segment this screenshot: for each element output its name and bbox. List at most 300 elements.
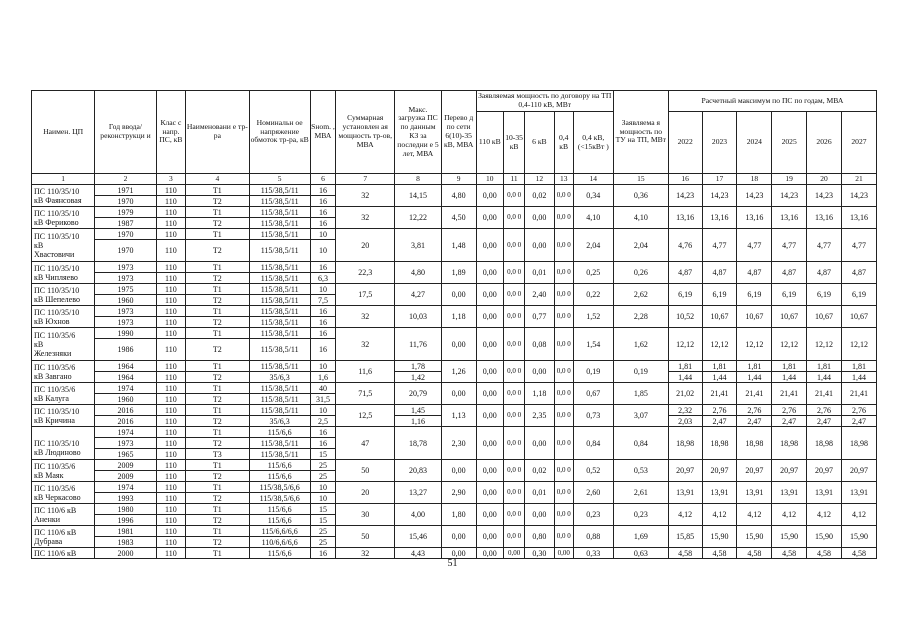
forecast-value: 2,47 xyxy=(807,416,842,427)
contract-04kv-small: 1,54 xyxy=(573,328,613,361)
substation-name-line: кВ xyxy=(34,240,44,250)
transformer-name: T1 xyxy=(186,526,249,537)
rated-power: 31,5 xyxy=(310,394,335,405)
substation-name-line: кВ Кричина xyxy=(34,415,75,425)
transformer-name: T1 xyxy=(186,548,249,559)
forecast-value: 1,44 xyxy=(668,372,702,383)
voltage-class: 110 xyxy=(156,427,186,438)
max-load: 20,79 xyxy=(395,383,441,405)
rated-power: 10 xyxy=(310,482,335,493)
sum-power: 22,3 xyxy=(336,262,395,284)
voltage-class: 110 xyxy=(156,295,186,306)
forecast-value: 15,90 xyxy=(702,526,737,548)
commission-year: 1973 xyxy=(95,262,156,273)
commission-year: 2009 xyxy=(95,471,156,482)
voltage-class: 110 xyxy=(156,405,186,416)
contract-110kv: 0,00 xyxy=(476,284,503,306)
winding-voltage: 115/38,5/11 xyxy=(249,317,310,328)
contract-6kv: 0,01 xyxy=(525,262,555,284)
sum-power: 32 xyxy=(336,306,395,328)
winding-voltage: 115/38,5/11 xyxy=(249,383,310,394)
forecast-value: 4,77 xyxy=(737,229,772,262)
forecast-value: 1,44 xyxy=(772,372,807,383)
contract-04kv-small: 0,34 xyxy=(573,185,613,207)
transformer-name: T2 xyxy=(186,416,249,427)
forecast-value: 2,47 xyxy=(772,416,807,427)
contract-04kv-small: 0,23 xyxy=(573,504,613,526)
transformer-name: T2 xyxy=(186,295,249,306)
winding-voltage: 115/38,5/11 xyxy=(249,405,310,416)
forecast-value: 13,16 xyxy=(807,207,842,229)
transformer-name: T2 xyxy=(186,317,249,328)
transfer: 0,00 xyxy=(441,328,476,361)
declared-tu-power: 0,36 xyxy=(613,185,668,207)
voltage-class: 110 xyxy=(156,438,186,449)
col-number: 10 xyxy=(476,174,503,185)
voltage-class: 110 xyxy=(156,383,186,394)
sum-power: 20 xyxy=(336,482,395,504)
forecast-value: 21,41 xyxy=(737,383,772,405)
winding-voltage: 115/38,5/11 xyxy=(249,185,310,196)
winding-voltage: 115/6,6 xyxy=(249,504,310,515)
voltage-class: 110 xyxy=(156,218,186,229)
forecast-value: 12,12 xyxy=(772,328,807,361)
sum-power: 50 xyxy=(336,526,395,548)
header-max-load: Макс. загрузка ПС по данным КЗ за последни е 5 лет, МВА xyxy=(395,91,441,174)
header-10-35kv: 10-35 кВ xyxy=(504,112,525,174)
substation-name-line xyxy=(34,430,94,439)
winding-voltage: 35/6,3 xyxy=(249,372,310,383)
transfer: 1,13 xyxy=(441,405,476,427)
forecast-value: 1,44 xyxy=(807,372,842,383)
substation-name-line: ПС 110/6 кВ xyxy=(34,548,77,558)
winding-voltage: 115/6,6/6,6 xyxy=(249,526,310,537)
commission-year: 2000 xyxy=(95,548,156,559)
forecast-value: 2,76 xyxy=(841,405,876,416)
transformer-name: T2 xyxy=(186,438,249,449)
transformer-name: T1 xyxy=(186,383,249,394)
forecast-value: 15,85 xyxy=(668,526,702,548)
table-row xyxy=(32,185,877,196)
forecast-value: 15,90 xyxy=(772,526,807,548)
forecast-value: 21,41 xyxy=(702,383,737,405)
forecast-value: 10,67 xyxy=(807,306,842,328)
contract-6kv: 0,00 xyxy=(525,427,555,460)
forecast-value: 18,98 xyxy=(737,427,772,460)
forecast-value: 2,76 xyxy=(737,405,772,416)
max-load: 10,03 xyxy=(395,306,441,328)
voltage-class: 110 xyxy=(156,273,186,284)
winding-voltage: 115/38,5/11 xyxy=(249,284,310,295)
substation-name-line: кВ Завгано xyxy=(34,371,72,381)
substation-name-line: Железняки xyxy=(34,348,72,358)
forecast-value: 6,19 xyxy=(737,284,772,306)
forecast-value: 4,87 xyxy=(841,262,876,284)
forecast-value: 10,67 xyxy=(772,306,807,328)
substation-name-line: ПС 110/35/6 xyxy=(34,362,76,372)
table-row xyxy=(32,460,877,471)
substation-name-line: ПС 110/35/10 xyxy=(34,231,80,241)
contract-04kv: 0,0 0 xyxy=(554,405,573,427)
sum-power: 71,5 xyxy=(336,383,395,405)
winding-voltage: 110/6,6/6,6 xyxy=(249,537,310,548)
rated-power: 16 xyxy=(310,427,335,438)
substation-name-line: Аненки xyxy=(34,514,61,524)
declared-tu-power: 3,07 xyxy=(613,405,668,427)
contract-04kv-small: 0,84 xyxy=(573,427,613,460)
transformer-name: T1 xyxy=(186,229,249,240)
header-forecast-group: Расчетный максимум по ПС по годам, МВА xyxy=(668,91,876,112)
forecast-value: 1,81 xyxy=(807,361,842,372)
substation-name-line: ПС 110/35/6 xyxy=(34,461,76,471)
contract-110kv: 0,00 xyxy=(476,328,503,361)
max-load: 12,22 xyxy=(395,207,441,229)
forecast-value: 13,91 xyxy=(772,482,807,504)
substation-name xyxy=(32,383,95,405)
substation-name-line: ПС 110/35/10 xyxy=(34,307,80,317)
forecast-value: 4,87 xyxy=(737,262,772,284)
transformer-name: T1 xyxy=(186,460,249,471)
contract-04kv: 0,0 0 xyxy=(554,284,573,306)
voltage-class: 110 xyxy=(156,306,186,317)
forecast-value: 4,58 xyxy=(668,548,702,559)
rated-power: 40 xyxy=(310,383,335,394)
substation-name xyxy=(32,548,95,559)
rated-power: 15 xyxy=(310,449,335,460)
forecast-value: 6,19 xyxy=(668,284,702,306)
contract-04kv-small: 0,88 xyxy=(573,526,613,548)
sum-power: 30 xyxy=(336,504,395,526)
forecast-value: 10,67 xyxy=(737,306,772,328)
winding-voltage: 115/6,6 xyxy=(249,515,310,526)
header-year: Год ввода/ реконструкци и xyxy=(95,91,156,174)
transformer-name: T1 xyxy=(186,504,249,515)
contract-110kv: 0,00 xyxy=(476,185,503,207)
table-row xyxy=(32,262,877,273)
forecast-value: 14,23 xyxy=(807,185,842,207)
forecast-value: 12,12 xyxy=(737,328,772,361)
substation-name-line: ПС 110/35/10 xyxy=(34,285,80,295)
contract-04kv-small: 0,25 xyxy=(573,262,613,284)
winding-voltage: 115/38,5/11 xyxy=(249,328,310,339)
sum-power: 47 xyxy=(336,427,395,460)
forecast-value: 2,47 xyxy=(841,416,876,427)
forecast-value: 2,03 xyxy=(668,416,702,427)
contract-04kv: 0,0 0 xyxy=(554,262,573,284)
declared-tu-power: 4,10 xyxy=(613,207,668,229)
forecast-value: 12,12 xyxy=(668,328,702,361)
declared-tu-power: 0,84 xyxy=(613,427,668,460)
contract-10-35kv: 0,0 0 xyxy=(504,207,525,229)
forecast-value: 21,02 xyxy=(668,383,702,405)
declared-tu-power: 2,61 xyxy=(613,482,668,504)
sum-power: 12,5 xyxy=(336,405,395,427)
transfer: 1,48 xyxy=(441,229,476,262)
rated-power: 16 xyxy=(310,196,335,207)
commission-year: 1973 xyxy=(95,438,156,449)
forecast-value: 4,58 xyxy=(737,548,772,559)
rated-power: 10 xyxy=(310,229,335,240)
rated-power: 25 xyxy=(310,526,335,537)
table-row xyxy=(32,427,877,438)
substation-name-line: ПС 110/35/6 xyxy=(34,384,76,394)
header-class: Клас с напр. ПС, кВ xyxy=(156,91,186,174)
forecast-value: 14,23 xyxy=(772,185,807,207)
header-04kv-small: 0,4 кВ, (<15кВт ) xyxy=(573,112,613,174)
max-load: 1,42 xyxy=(395,372,441,383)
contract-04kv-small: 4,10 xyxy=(573,207,613,229)
forecast-value: 4,12 xyxy=(841,504,876,526)
rated-power: 16 xyxy=(310,262,335,273)
commission-year: 2016 xyxy=(95,416,156,427)
commission-year: 1979 xyxy=(95,207,156,218)
forecast-value: 1,44 xyxy=(841,372,876,383)
sum-power: 32 xyxy=(336,548,395,559)
commission-year: 1996 xyxy=(95,515,156,526)
substation-name xyxy=(32,405,95,427)
substation-name xyxy=(32,482,95,504)
substation-name-line: кВ Чипляево xyxy=(34,272,78,282)
rated-power: 25 xyxy=(310,537,335,548)
declared-tu-power: 2,04 xyxy=(613,229,668,262)
commission-year: 1964 xyxy=(95,361,156,372)
forecast-value: 4,87 xyxy=(772,262,807,284)
contract-10-35kv: 0,0 0 xyxy=(504,361,525,383)
rated-power: 15 xyxy=(310,504,335,515)
max-load: 4,80 xyxy=(395,262,441,284)
transformer-name: T2 xyxy=(186,493,249,504)
contract-04kv-small: 1,52 xyxy=(573,306,613,328)
transformer-name: T1 xyxy=(186,482,249,493)
forecast-value: 4,58 xyxy=(772,548,807,559)
contract-110kv: 0,00 xyxy=(476,526,503,548)
substation-name-line: кВ Шепелево xyxy=(34,294,80,304)
voltage-class: 110 xyxy=(156,317,186,328)
contract-6kv: 0,00 xyxy=(525,229,555,262)
col-number: 19 xyxy=(772,174,807,185)
contract-6kv: 0,02 xyxy=(525,185,555,207)
commission-year: 1973 xyxy=(95,306,156,317)
forecast-value: 13,16 xyxy=(737,207,772,229)
transformer-name: T2 xyxy=(186,196,249,207)
substation-name-line: Дубрава xyxy=(34,536,63,546)
winding-voltage: 115/38,5/11 xyxy=(249,438,310,449)
max-load: 3,81 xyxy=(395,229,441,262)
forecast-value: 10,67 xyxy=(702,306,737,328)
table-row xyxy=(32,405,877,416)
forecast-value: 6,19 xyxy=(807,284,842,306)
commission-year: 1960 xyxy=(95,394,156,405)
voltage-class: 110 xyxy=(156,537,186,548)
forecast-value: 12,12 xyxy=(702,328,737,361)
winding-voltage: 115/38,5/11 xyxy=(249,449,310,460)
contract-04kv: 0,0 0 xyxy=(554,482,573,504)
header-6kv: 6 кВ xyxy=(525,112,555,174)
commission-year: 1973 xyxy=(95,317,156,328)
sum-power: 32 xyxy=(336,207,395,229)
forecast-value: 13,91 xyxy=(702,482,737,504)
forecast-value: 20,97 xyxy=(737,460,772,482)
rated-power: 16 xyxy=(310,438,335,449)
forecast-value: 10,52 xyxy=(668,306,702,328)
contract-04kv-small: 2,04 xyxy=(573,229,613,262)
declared-tu-power: 0,23 xyxy=(613,504,668,526)
contract-110kv: 0,00 xyxy=(476,306,503,328)
transformer-name: T2 xyxy=(186,471,249,482)
contract-10-35kv: 0,0 0 xyxy=(504,405,525,427)
header-name: Наимен. ЦП xyxy=(32,91,95,174)
winding-voltage: 115/38,5/11 xyxy=(249,229,310,240)
transformer-name: T2 xyxy=(186,339,249,361)
forecast-value: 14,23 xyxy=(737,185,772,207)
substation-name-line: кВ Фериково xyxy=(34,217,79,227)
contract-04kv: 0,0 0 xyxy=(554,328,573,361)
max-load: 1,16 xyxy=(395,416,441,427)
rated-power: 1,6 xyxy=(310,372,335,383)
col-number: 11 xyxy=(504,174,525,185)
commission-year: 1974 xyxy=(95,482,156,493)
sum-power: 11,6 xyxy=(336,361,395,383)
forecast-value: 20,97 xyxy=(841,460,876,482)
header-transfer: Перево д по сети 6(10)-35 кВ, МВА xyxy=(441,91,476,174)
forecast-value: 13,91 xyxy=(841,482,876,504)
contract-110kv: 0,00 xyxy=(476,427,503,460)
forecast-value: 1,81 xyxy=(772,361,807,372)
voltage-class: 110 xyxy=(156,328,186,339)
forecast-value: 6,19 xyxy=(841,284,876,306)
transformer-name: T1 xyxy=(186,284,249,295)
forecast-value: 4,12 xyxy=(807,504,842,526)
forecast-value: 15,90 xyxy=(841,526,876,548)
forecast-value: 4,87 xyxy=(702,262,737,284)
max-load: 18,78 xyxy=(395,427,441,460)
commission-year: 1981 xyxy=(95,526,156,537)
forecast-value: 4,12 xyxy=(772,504,807,526)
transformer-name: T2 xyxy=(186,273,249,284)
rated-power: 16 xyxy=(310,185,335,196)
voltage-class: 110 xyxy=(156,185,186,196)
header-04kv: 0,4 кВ xyxy=(554,112,573,174)
substation-name-line: ПС 110/6 кВ xyxy=(34,527,77,537)
col-number: 1 xyxy=(32,174,95,185)
forecast-value: 4,77 xyxy=(772,229,807,262)
header-sum-power: Суммарная установлен ая мощность тр-ов, МВА xyxy=(336,91,395,174)
header-year-2027: 2027 xyxy=(841,112,876,174)
rated-power: 10 xyxy=(310,284,335,295)
voltage-class: 110 xyxy=(156,526,186,537)
contract-6kv: 0,80 xyxy=(525,526,555,548)
forecast-value: 4,76 xyxy=(668,229,702,262)
contract-6kv: 0,77 xyxy=(525,306,555,328)
commission-year: 1970 xyxy=(95,196,156,207)
forecast-value: 2,47 xyxy=(702,416,737,427)
substation-name xyxy=(32,284,95,306)
contract-04kv: 0,0 0 xyxy=(554,526,573,548)
forecast-value: 2,76 xyxy=(702,405,737,416)
col-number: 15 xyxy=(613,174,668,185)
substation-name xyxy=(32,361,95,383)
transformer-name: T1 xyxy=(186,306,249,317)
table-row xyxy=(32,328,877,339)
forecast-value: 6,19 xyxy=(702,284,737,306)
forecast-value: 21,41 xyxy=(807,383,842,405)
max-load: 11,76 xyxy=(395,328,441,361)
transfer: 0,00 xyxy=(441,548,476,559)
commission-year: 2009 xyxy=(95,460,156,471)
substation-name-line: ПС 110/6 кВ xyxy=(34,505,77,515)
col-number: 2 xyxy=(95,174,156,185)
contract-10-35kv: 0,0 0 xyxy=(504,284,525,306)
declared-tu-power: 0,63 xyxy=(613,548,668,559)
winding-voltage: 115/6,6 xyxy=(249,471,310,482)
forecast-value: 20,97 xyxy=(668,460,702,482)
transformer-name: T1 xyxy=(186,185,249,196)
col-number: 7 xyxy=(336,174,395,185)
contract-6kv: 1,18 xyxy=(525,383,555,405)
commission-year: 1975 xyxy=(95,284,156,295)
voltage-class: 110 xyxy=(156,262,186,273)
substation-name-line: ПС 110/35/6 xyxy=(34,483,76,493)
col-number: 6 xyxy=(310,174,335,185)
substation-name xyxy=(32,504,95,526)
contract-04kv-small: 0,73 xyxy=(573,405,613,427)
winding-voltage: 115/38,5/6,6 xyxy=(249,493,310,504)
declared-tu-power: 0,19 xyxy=(613,361,668,383)
header-year-2022: 2022 xyxy=(668,112,702,174)
header-year-2025: 2025 xyxy=(772,112,807,174)
forecast-value: 20,97 xyxy=(807,460,842,482)
forecast-value: 4,77 xyxy=(841,229,876,262)
forecast-value: 10,67 xyxy=(841,306,876,328)
substation-name xyxy=(32,526,95,548)
sum-power: 32 xyxy=(336,328,395,361)
rated-power: 15 xyxy=(310,515,335,526)
max-load: 15,46 xyxy=(395,526,441,548)
forecast-value: 21,41 xyxy=(841,383,876,405)
contract-04kv: 0,0 0 xyxy=(554,460,573,482)
substation-name-line: ПС 110/35/10 xyxy=(34,186,80,196)
substation-name xyxy=(32,207,95,229)
voltage-class: 110 xyxy=(156,339,186,361)
voltage-class: 110 xyxy=(156,196,186,207)
sum-power: 50 xyxy=(336,460,395,482)
contract-04kv-small: 0,67 xyxy=(573,383,613,405)
substation-name xyxy=(32,427,95,460)
substation-name xyxy=(32,306,95,328)
transformer-name: T2 xyxy=(186,372,249,383)
forecast-value: 13,16 xyxy=(668,207,702,229)
forecast-value: 1,81 xyxy=(841,361,876,372)
page-number: 51 xyxy=(447,558,458,569)
declared-tu-power: 0,53 xyxy=(613,460,668,482)
rated-power: 25 xyxy=(310,471,335,482)
transfer: 0,00 xyxy=(441,383,476,405)
forecast-value: 6,19 xyxy=(772,284,807,306)
forecast-value: 1,44 xyxy=(702,372,737,383)
contract-10-35kv: 0,0 0 xyxy=(504,482,525,504)
header-110kv: 110 кВ xyxy=(476,112,503,174)
col-number: 17 xyxy=(702,174,737,185)
rated-power: 6,3 xyxy=(310,273,335,284)
contract-6kv: 0,30 xyxy=(525,548,555,559)
rated-power: 10 xyxy=(310,240,335,262)
winding-voltage: 115/38,5/11 xyxy=(249,295,310,306)
winding-voltage: 115/38,5/11 xyxy=(249,240,310,262)
forecast-value: 21,41 xyxy=(772,383,807,405)
col-number: 8 xyxy=(395,174,441,185)
substation-name-line: кВ Людиново xyxy=(34,447,81,457)
contract-04kv-small: 0,19 xyxy=(573,361,613,383)
